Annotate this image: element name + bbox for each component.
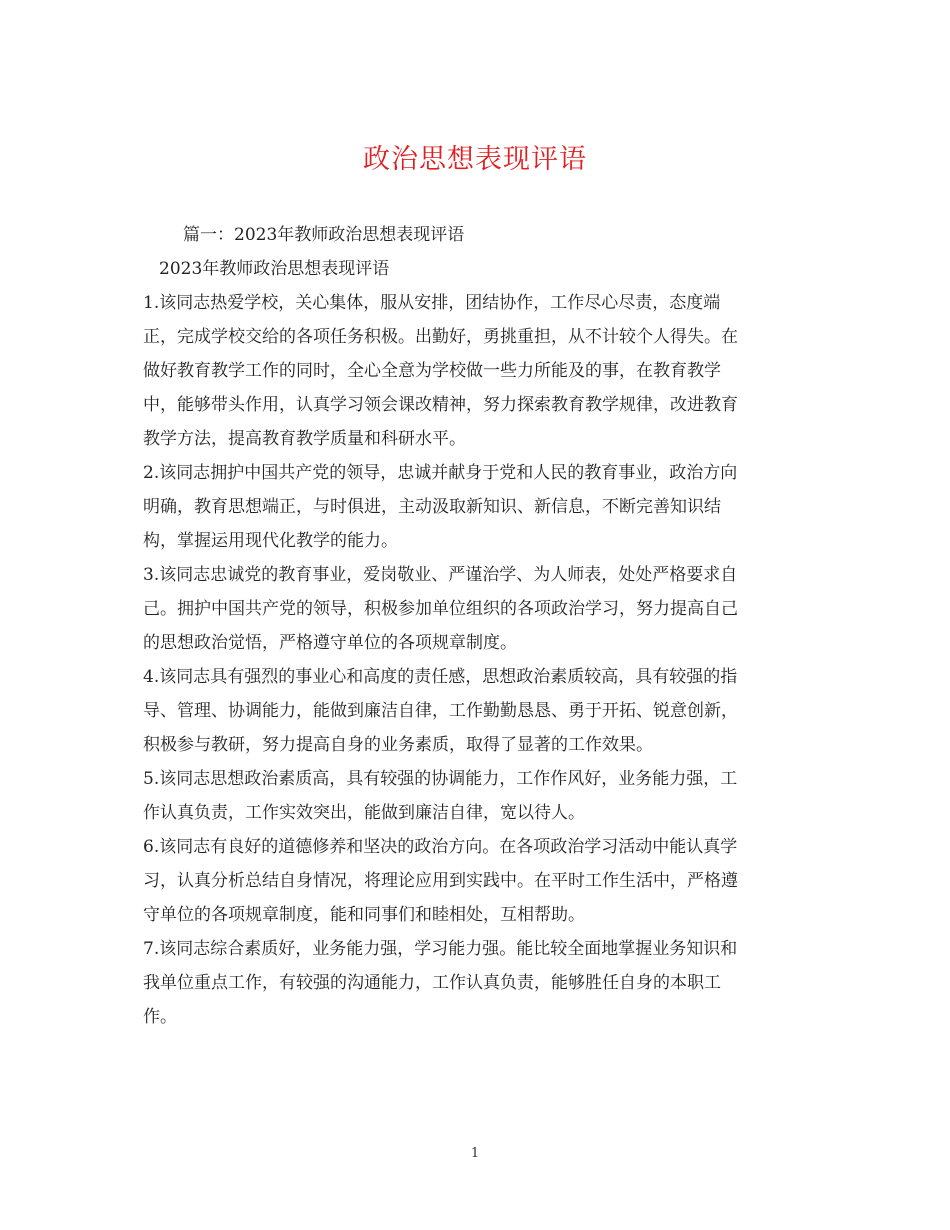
paragraph-line: 5.该同志思想政治素质高，具有较强的协调能力，工作作风好，业务能力强，工 (143, 769, 738, 789)
paragraph-line: 守单位的各项规章制度，能和同事们和睦相处，互相帮助。 (143, 905, 585, 925)
paragraph-line: 7.该同志综合素质好，业务能力强，学习能力强。能比较全面地掌握业务知识和 (143, 939, 738, 959)
document-title: 政治思想表现评语 (363, 144, 587, 175)
document-body (143, 218, 803, 1034)
paragraph-line: 导、管理、协调能力，能做到廉洁自律，工作勤勤恳恳、勇于开拓、锐意创新， (143, 701, 738, 721)
paragraph-line: 的思想政治觉悟，严格遵守单位的各项规章制度。 (143, 633, 517, 653)
paragraph-line: 积极参与教研，努力提高自身的业务素质，取得了显著的工作效果。 (143, 735, 653, 755)
paragraph-line: 习，认真分析总结自身情况，将理论应用到实践中。在平时工作生活中，严格遵 (143, 871, 738, 891)
page-number: 1 (470, 1146, 480, 1161)
paragraph-line: 我单位重点工作，有较强的沟通能力，工作认真负责，能够胜任自身的本职工 (143, 973, 721, 993)
paragraph-line: 己。拥护中国共产党的领导，积极参加单位组织的各项政治学习，努力提高自己 (143, 599, 738, 619)
paragraph-line: 4.该同志具有强烈的事业心和高度的责任感，思想政治素质较高，具有较强的指 (143, 667, 738, 687)
paragraph-line: 6.该同志有良好的道德修养和坚决的政治方向。在各项政治学习活动中能认真学 (143, 837, 738, 857)
paragraph-line: 1.该同志热爱学校，关心集体，服从安排，团结协作，工作尽心尽责，态度端 (143, 293, 721, 313)
paragraph-line: 做好教育教学工作的同时，全心全意为学校做一些力所能及的事，在教育教学 (143, 361, 721, 381)
paragraph-line: 明确，教育思想端正，与时俱进，主动汲取新知识、新信息，不断完善知识结 (143, 497, 721, 517)
paragraph-line: 正，完成学校交给的各项任务积极。出勤好，勇挑重担，从不计较个人得失。在 (143, 327, 738, 347)
paragraph-line: 构，掌握运用现代化教学的能力。 (143, 531, 398, 551)
paragraph-line: 作。 (143, 1007, 177, 1027)
paragraph-line: 中，能够带头作用，认真学习领会课改精神，努力探索教育教学规律，改进教育 (143, 395, 738, 415)
paragraph-line: 3.该同志忠诚党的教育事业，爱岗敬业、严谨治学、为人师表，处处严格要求自 (143, 565, 738, 585)
intro-line-section-heading: 篇一：2023年教师政治思想表现评语 (183, 225, 465, 245)
paragraph-line: 2.该同志拥护中国共产党的领导，忠诚并献身于党和人民的教育事业，政治方向 (143, 463, 738, 483)
paragraph-line: 作认真负责，工作实效突出，能做到廉洁自律，宽以待人。 (143, 803, 585, 823)
paragraph-line: 教学方法，提高教育教学质量和科研水平。 (143, 429, 466, 449)
intro-line-subtitle: 2023年教师政治思想表现评语 (159, 259, 390, 279)
